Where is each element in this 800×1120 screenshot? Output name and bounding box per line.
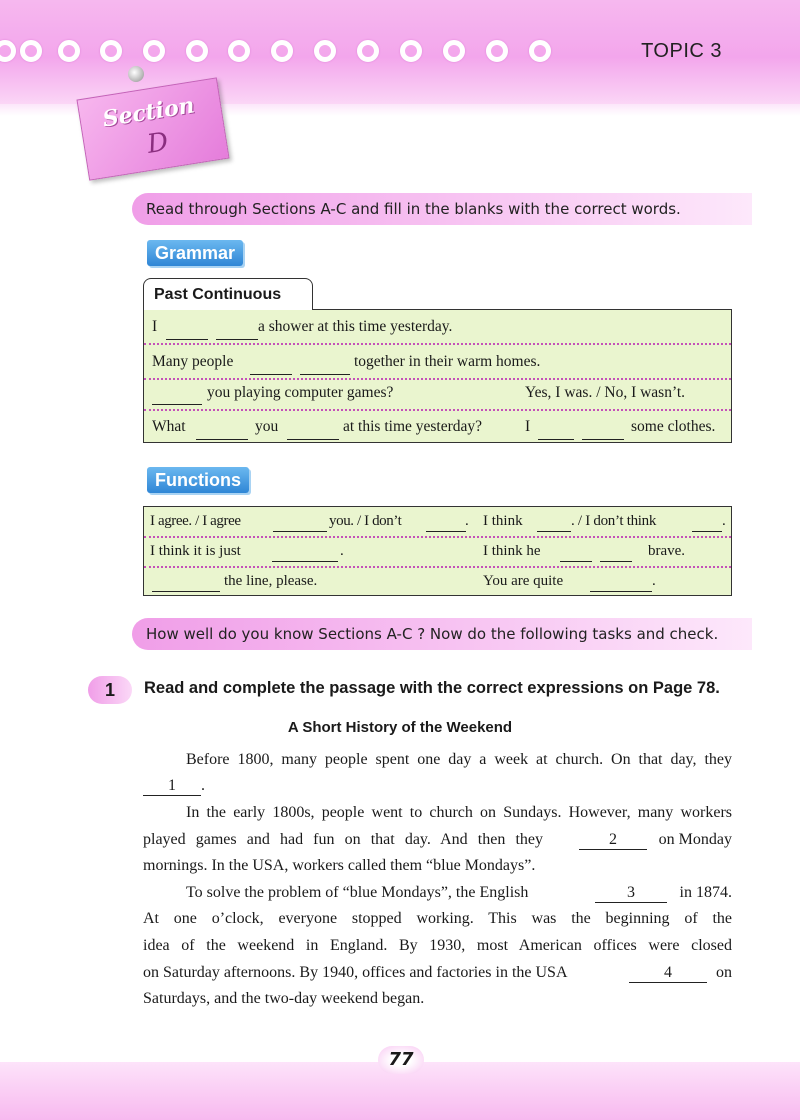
grammar-text: I (525, 418, 531, 435)
blank (300, 360, 350, 375)
passage-line: Saturdays, and the two-day weekend began. (143, 990, 425, 1007)
functions-text: you. / I don’t (329, 513, 402, 529)
blank (216, 325, 258, 340)
passage-line: mornings. In the USA, workers called them “blue Mondays”. (143, 857, 536, 874)
pin-icon (128, 66, 144, 82)
functions-text: . / I don’t think (571, 513, 657, 529)
blank (538, 425, 574, 440)
grammar-text: What (152, 418, 186, 435)
page-number: 77 (378, 1046, 424, 1074)
ring-decoration (400, 40, 422, 62)
functions-text: I agree. / I agree (150, 513, 241, 529)
functions-text: . (465, 513, 469, 529)
functions-text: . (722, 513, 726, 529)
grammar-row (144, 378, 731, 411)
grammar-text: you playing computer games? (207, 384, 394, 401)
functions-text: the line, please. (224, 573, 318, 589)
blank (287, 425, 339, 440)
ring-decoration (20, 40, 42, 62)
blank (152, 577, 220, 592)
blank (166, 325, 208, 340)
grammar-text: a shower at this time yesterday. (258, 318, 453, 335)
answer-blank: 3 (595, 884, 667, 903)
blank (537, 517, 571, 532)
grammar-answer: Yes, I was. / No, I wasn’t. (525, 384, 686, 401)
passage-line: 1 . (143, 773, 732, 799)
functions-row (144, 567, 731, 596)
grammar-text: I (152, 318, 158, 335)
functions-text: . (652, 573, 656, 589)
passage-line: idea of the weekend in England. By 1930, most American offices were closed (143, 937, 732, 954)
functions-text: I think (483, 513, 523, 529)
passage-text: To solve the problem of “blue Mondays”, the English (186, 884, 529, 901)
functions-row (144, 507, 731, 538)
ring-decoration (228, 40, 250, 62)
functions-text: I think he (483, 543, 541, 559)
grammar-tab: Past Continuous (143, 278, 313, 310)
task-instruction: Read and complete the passage with the correct expressions on Page 78. (144, 679, 720, 697)
grammar-label: Grammar (147, 240, 243, 266)
ring-decoration (100, 40, 122, 62)
grammar-text: Many people (152, 353, 234, 370)
passage-line: In the early 1800s, people went to church on Sundays. However, many workers (186, 804, 732, 821)
ring-decoration (143, 40, 165, 62)
functions-label: Functions (147, 467, 249, 493)
blank (152, 390, 202, 405)
ring-decoration (271, 40, 293, 62)
ring-decoration (443, 40, 465, 62)
functions-text: . (340, 543, 344, 559)
section-letter: D (145, 126, 171, 160)
passage-line: Before 1800, many people spent one day a week at church. On that day, they (186, 751, 732, 768)
blank (582, 425, 624, 440)
passage-text: on Monday (658, 831, 732, 848)
task-number-badge: 1 (88, 676, 132, 704)
blank (196, 425, 248, 440)
blank (560, 547, 592, 562)
blank (590, 577, 652, 592)
grammar-text: at this time yesterday? (343, 418, 483, 435)
grammar-text: some clothes. (631, 418, 716, 435)
passage-text: on Saturday afternoons. By 1940, offices and factories in the USA (143, 964, 568, 981)
grammar-row (144, 410, 731, 443)
passage-text: played games and had fun on that day. And then they (143, 831, 543, 848)
functions-text: You are quite (483, 573, 564, 589)
functions-table (143, 506, 732, 596)
ring-decoration (186, 40, 208, 62)
ring-decoration (314, 40, 336, 62)
blank (273, 517, 327, 532)
ring-decoration (486, 40, 508, 62)
ring-decoration (357, 40, 379, 62)
blank (250, 360, 292, 375)
answer-blank: 4 (629, 964, 707, 983)
instruction-banner: How well do you know Sections A-C ? Now do the following tasks and check. (132, 618, 752, 650)
grammar-text: together in their warm homes. (354, 353, 541, 370)
functions-text: brave. (648, 543, 686, 559)
grammar-table (143, 309, 732, 443)
passage-title: A Short History of the Weekend (287, 719, 513, 736)
passage-line: At one o’clock, everyone stopped working. This was the beginning of the (143, 910, 732, 927)
blank (426, 517, 466, 532)
answer-blank: 2 (579, 831, 647, 850)
ring-decoration (529, 40, 551, 62)
grammar-row (144, 345, 731, 380)
answer-blank: 1 (143, 777, 201, 796)
functions-row (144, 537, 731, 568)
topic-label: TOPIC 3 (641, 40, 722, 62)
passage-text: in 1874. (679, 884, 732, 901)
blank (692, 517, 722, 532)
grammar-text: you (255, 418, 279, 435)
passage-text: on (716, 964, 732, 981)
ring-decoration (58, 40, 80, 62)
ring-decoration (0, 40, 16, 62)
instruction-banner: Read through Sections A-C and fill in the blanks with the correct words. (132, 193, 752, 225)
blank (600, 547, 632, 562)
section-word: Section (100, 92, 197, 133)
blank (272, 547, 338, 562)
grammar-row (144, 310, 731, 345)
functions-text: I think it is just (150, 543, 241, 559)
